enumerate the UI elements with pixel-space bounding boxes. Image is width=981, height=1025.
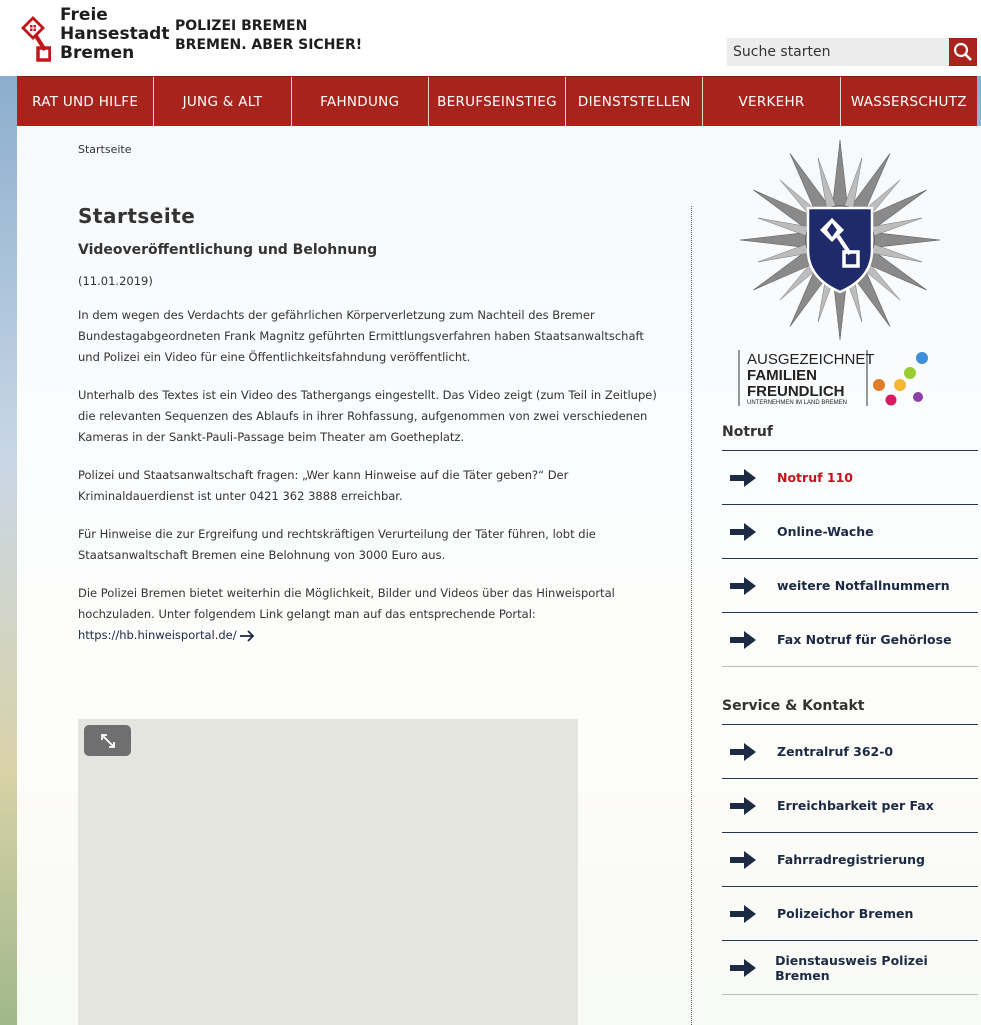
- video-player[interactable]: [78, 719, 578, 1025]
- arrow-right-icon: [722, 743, 777, 761]
- badge-line-1: AUSGEZEICHNET: [747, 351, 875, 368]
- logo-line-1: Freie: [60, 5, 108, 25]
- badge-dot: [873, 379, 885, 391]
- bremen-key-logo-icon[interactable]: [17, 14, 51, 62]
- sidebar-link-label: Fahrradregistrierung: [777, 852, 925, 867]
- notruf-section-title: Notruf: [722, 424, 773, 440]
- sidebar-link-label: Erreichbarkeit per Fax: [777, 798, 934, 813]
- sidebar-link-polizeichor[interactable]: [722, 887, 978, 941]
- site-header: [0, 0, 981, 76]
- article-paragraph: Unterhalb des Textes ist ein Video des Tathergangs eingestellt. Das Video zeigt (zum Teil in Zeitlupe) die relevanten Sequenzen des Ablaufs in ihrer Rohfassung, aufgenommen von zwei verschiedenen Kameras in der Sankt-Pauli-Passage beim Theater am Goetheplatz.: [78, 388, 657, 444]
- portal-link[interactable]: [78, 628, 255, 642]
- sidebar-link-label: Zentralruf 362-0: [777, 744, 894, 759]
- breadcrumb[interactable]: Startseite: [78, 143, 132, 156]
- sidebar-link-label: Online-Wache: [777, 524, 874, 539]
- search-form: [727, 38, 977, 66]
- article-paragraph: Für Hinweise die zur Ergreifung und rechtskräftigen Verurteilung der Täter führen, lobt die Staatsanwaltschaft Bremen eine Belohnung von 3000 Euro aus.: [78, 527, 596, 562]
- sidebar-link-label: Polizeichor Bremen: [777, 906, 914, 921]
- search-icon: [953, 42, 973, 62]
- badge-dot: [894, 379, 906, 391]
- search-input[interactable]: [727, 38, 949, 66]
- logo-line-3: Bremen: [60, 43, 135, 63]
- article-paragraph-portal: [78, 583, 658, 646]
- sidebar-link-label: Notruf 110: [777, 470, 853, 485]
- badge-line-2: FAMILIEN: [747, 367, 817, 384]
- sidebar-link-zentralruf[interactable]: [722, 725, 978, 779]
- sidebar-link-fahrradregistrierung[interactable]: [722, 833, 978, 887]
- sidebar-link-notfallnummern[interactable]: [722, 559, 978, 613]
- sidebar-link-dienstausweis[interactable]: [722, 941, 978, 995]
- badge-line-3: FREUNDLICH: [747, 383, 845, 400]
- page-title: Startseite: [78, 204, 196, 228]
- police-star-badge-icon[interactable]: [735, 140, 945, 406]
- portal-paragraph-text: Die Polizei Bremen bietet weiterhin die Möglichkeit, Bilder und Videos über das Hinweisportal hochzuladen. Unter folgendem Link gelangt man auf das entsprechende Portal:: [78, 586, 615, 621]
- arrow-right-icon: [239, 630, 255, 642]
- service-link-list: [722, 724, 978, 995]
- sidebar-link-online-wache[interactable]: [722, 505, 978, 559]
- main-navigation: [17, 76, 977, 126]
- sidebar-link-label: Dienstausweis Polizei Bremen: [775, 952, 928, 983]
- arrow-right-icon: [722, 851, 777, 869]
- article-title: Videoveröffentlichung und Belohnung: [78, 242, 378, 258]
- nav-item-rat-und-hilfe[interactable]: RAT UND HILFE: [17, 77, 154, 126]
- nav-item-fahndung[interactable]: FAHNDUNG: [292, 77, 429, 126]
- sidebar-link-fax-notruf[interactable]: [722, 613, 978, 667]
- site-title-line-2: BREMEN. ABER SICHER!: [175, 37, 363, 53]
- expand-icon: [99, 732, 117, 750]
- portal-link-text: https://hb.hinweisportal.de/: [78, 628, 237, 642]
- arrow-right-icon: [722, 905, 777, 923]
- content-panel: [17, 126, 981, 1025]
- logo-line-2: Hansestadt: [60, 24, 170, 44]
- sidebar-link-label: weitere Notfallnummern: [777, 578, 950, 593]
- nav-item-wasserschutz[interactable]: WASSERSCHUTZ: [850, 93, 967, 110]
- nav-item-jung-alt[interactable]: JUNG & ALT: [154, 77, 291, 126]
- badge-dot: [886, 395, 897, 406]
- service-section-title: Service & Kontakt: [722, 698, 865, 714]
- article-paragraph: In dem wegen des Verdachts der gefährlichen Körperverletzung zum Nachteil des Bremer Bundestagabgeordneten Frank Magnitz geführten Ermittlungsverfahren haben Staatsanwaltschaft und Polizei ein Video für eine Öffentlichkeitsfahndung veröffentlicht.: [78, 308, 644, 364]
- badge-dot: [913, 392, 923, 402]
- article-paragraph: Polizei und Staatsanwaltschaft fragen: „Wer kann Hinweise auf die Täter geben?“ Der Kriminaldauerdienst ist unter 0421 362 3888 erreichbar.: [78, 468, 569, 503]
- logo-text[interactable]: [60, 6, 169, 63]
- nav-item-dienststellen[interactable]: DIENSTSTELLEN: [566, 77, 703, 126]
- arrow-right-icon: [722, 959, 775, 977]
- nav-item-verkehr[interactable]: VERKEHR: [703, 77, 840, 126]
- site-title-line-1: POLIZEI BREMEN: [175, 18, 308, 34]
- sidebar-link-notruf-110[interactable]: [722, 451, 978, 505]
- arrow-right-icon: [722, 577, 777, 595]
- arrow-right-icon: [722, 797, 777, 815]
- column-divider: [691, 206, 692, 1025]
- notruf-link-list: [722, 450, 978, 667]
- fullscreen-button[interactable]: [84, 725, 131, 756]
- search-button[interactable]: [949, 38, 977, 66]
- nav-item-berufseinstieg[interactable]: BERUFSEINSTIEG: [429, 77, 566, 126]
- badge-dot: [916, 352, 928, 364]
- badge-line-4: UNTERNEHMEN IM LAND BREMEN: [747, 400, 848, 406]
- arrow-right-icon: [722, 523, 777, 541]
- main-content: [78, 204, 658, 646]
- sidebar-link-fax[interactable]: [722, 779, 978, 833]
- arrow-right-icon: [722, 469, 777, 487]
- site-title[interactable]: [175, 17, 362, 55]
- sidebar-link-label: Fax Notruf für Gehörlose: [777, 632, 952, 647]
- article-date: (11.01.2019): [78, 274, 153, 288]
- badge-dot: [904, 367, 916, 379]
- arrow-right-icon: [722, 631, 777, 649]
